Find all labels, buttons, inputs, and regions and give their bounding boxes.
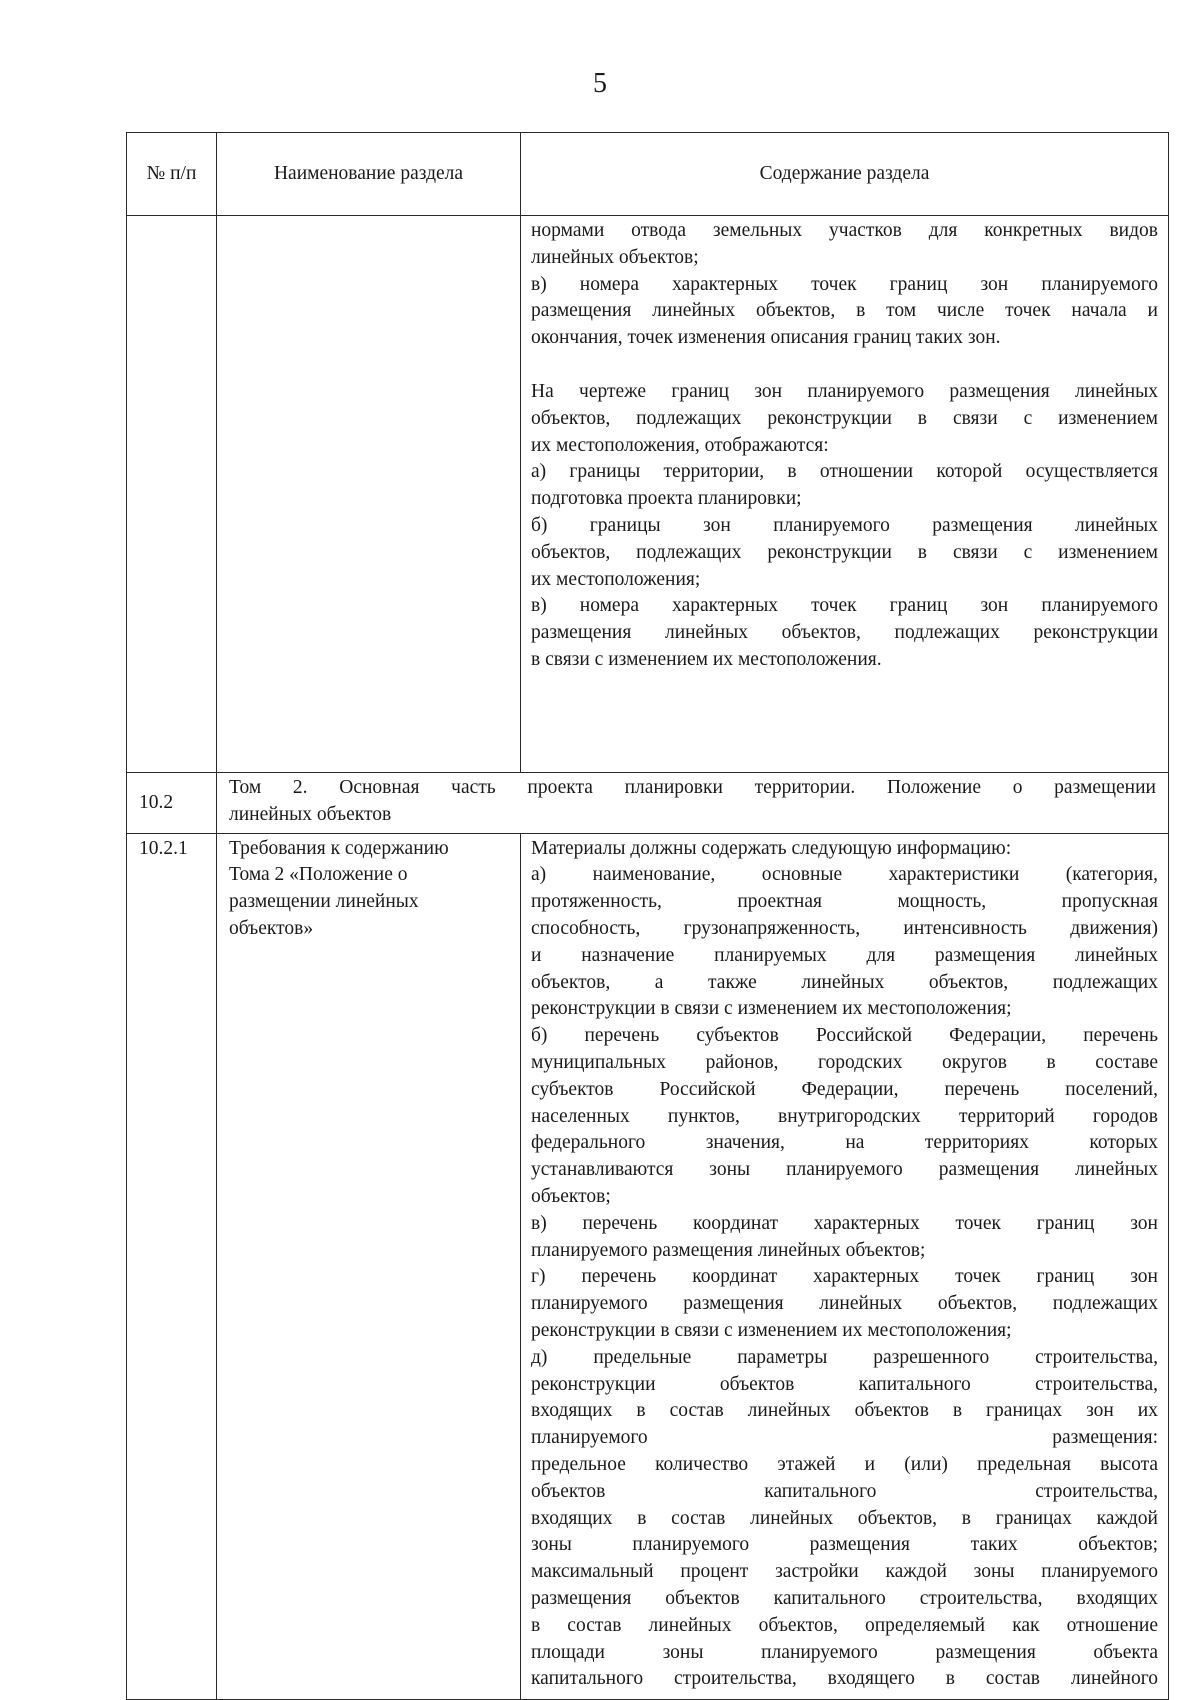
section-title-cell (217, 773, 1169, 834)
section-content-cell (521, 216, 1169, 773)
text-line: федерального значения, на территориях которых (531, 1132, 1158, 1154)
text-line: окончания, точек изменения описания границ таких зон. (531, 327, 1001, 349)
text-line: Тома 2 «Положение о (229, 864, 408, 886)
text-line: устанавливаются зоны планируемого размещения линейных (531, 1159, 1158, 1181)
text-line: субъектов Российской Федерации, перечень поселений, (531, 1078, 1158, 1100)
text-line: протяженность, проектная мощность, пропускная (531, 891, 1158, 913)
text-line: а) границы территории, в отношении которой осуществляется (531, 461, 1158, 483)
table-row (127, 216, 1169, 773)
text-line: площади зоны планируемого размещения объекта (531, 1641, 1158, 1663)
text-line: Том 2. Основная часть проекта планировки территории. Положение о размещении (229, 777, 1156, 798)
text-line: объектов, подлежащих реконструкции в связи с изменением (531, 541, 1158, 563)
text-line: размещении линейных (229, 891, 419, 913)
text-line: На чертеже границ зон планируемого размещения линейных (531, 380, 1158, 402)
text-line: реконструкции в связи с изменением их местоположения; (531, 1319, 1012, 1341)
table-row (127, 773, 1169, 834)
text-line: а) наименование, основные характеристики (категория, (531, 864, 1158, 886)
sections-table (126, 132, 1169, 1700)
text-line: в) номера характерных точек границ зон планируемого (531, 595, 1158, 617)
header-content: Содержание раздела (521, 133, 1169, 216)
text-line: капитального строительства, входящего в состав линейного (531, 1668, 1158, 1690)
text-line: объектов; (531, 1185, 611, 1207)
section-name-cell (217, 216, 521, 773)
text-line: Материалы должны содержать следующую информацию: (531, 837, 1012, 859)
table-row (127, 833, 1169, 1700)
text-line: объектов, подлежащих реконструкции в связи с изменением (531, 407, 1158, 429)
text-line: в состав линейных объектов, определяемый как отношение (531, 1614, 1158, 1636)
text-line: линейных объектов (229, 803, 392, 825)
content-paragraph (531, 379, 1158, 674)
content-paragraph (531, 218, 1158, 352)
text-line: объектов» (229, 917, 314, 939)
header-name: Наименование раздела (217, 133, 521, 216)
text-line: в) номера характерных точек границ зон планируемого (531, 273, 1158, 295)
section-title (229, 775, 1156, 829)
text-line: реконструкции объектов капитального строительства, (531, 1373, 1158, 1395)
section-name (229, 836, 510, 943)
text-line: максимальный процент застройки каждой зоны планируемого (531, 1561, 1158, 1583)
text-line: в связи с изменением их местоположения. (531, 648, 882, 670)
table-header-row (127, 133, 1169, 216)
text-line: их местоположения, отображаются: (531, 434, 829, 456)
text-line: размещения линейных объектов, в том числе точек начала и (531, 300, 1158, 322)
header-num: № п/п (127, 133, 217, 216)
text-line: планируемого размещения линейных объектов; (531, 1239, 926, 1261)
text-line: объектов капитального строительства, (531, 1480, 1158, 1502)
row-number-cell: 10.2 (127, 773, 217, 834)
text-line: планируемого размещения линейных объектов, подлежащих (531, 1293, 1158, 1315)
text-line: линейных объектов; (531, 246, 699, 268)
text-line: способность, грузонапряженность, интенсивность движения) (531, 917, 1158, 939)
text-line: населенных пунктов, внутригородских территорий городов (531, 1105, 1158, 1127)
text-line: входящих в состав линейных объектов, в границах каждой (531, 1507, 1158, 1529)
text-line: планируемого размещения: (531, 1427, 1158, 1449)
row-number-cell: 10.2.1 (127, 833, 217, 1700)
content-paragraph (531, 836, 1158, 1694)
text-line: нормами отвода земельных участков для конкретных видов (531, 220, 1158, 241)
text-line: зоны планируемого размещения таких объектов; (531, 1534, 1158, 1556)
text-line: б) границы зон планируемого размещения линейных (531, 514, 1158, 536)
text-line: и назначение планируемых для размещения линейных (531, 944, 1158, 966)
text-line: объектов, а также линейных объектов, подлежащих (531, 971, 1158, 993)
text-line: б) перечень субъектов Российской Федерации, перечень (531, 1025, 1158, 1047)
text-line: размещения линейных объектов, подлежащих реконструкции (531, 622, 1158, 644)
section-name-cell (217, 833, 521, 1700)
text-line: размещения объектов капитального строительства, входящих (531, 1587, 1158, 1609)
text-line: д) предельные параметры разрешенного строительства, (531, 1346, 1158, 1368)
section-content-cell (521, 833, 1169, 1700)
text-line: Требования к содержанию (229, 837, 449, 859)
text-line: муниципальных районов, городских округов в составе (531, 1051, 1158, 1073)
row-number-cell (127, 216, 217, 773)
text-line: предельное количество этажей и (или) предельная высота (531, 1453, 1158, 1475)
text-line: г) перечень координат характерных точек границ зон (531, 1266, 1158, 1288)
text-line: входящих в состав линейных объектов в границах зон их (531, 1400, 1158, 1422)
page-number: 5 (593, 68, 607, 99)
text-line: их местоположения; (531, 568, 701, 590)
text-line: подготовка проекта планировки; (531, 488, 802, 510)
text-line: реконструкции в связи с изменением их местоположения; (531, 998, 1012, 1020)
text-line: в) перечень координат характерных точек границ зон (531, 1212, 1158, 1234)
